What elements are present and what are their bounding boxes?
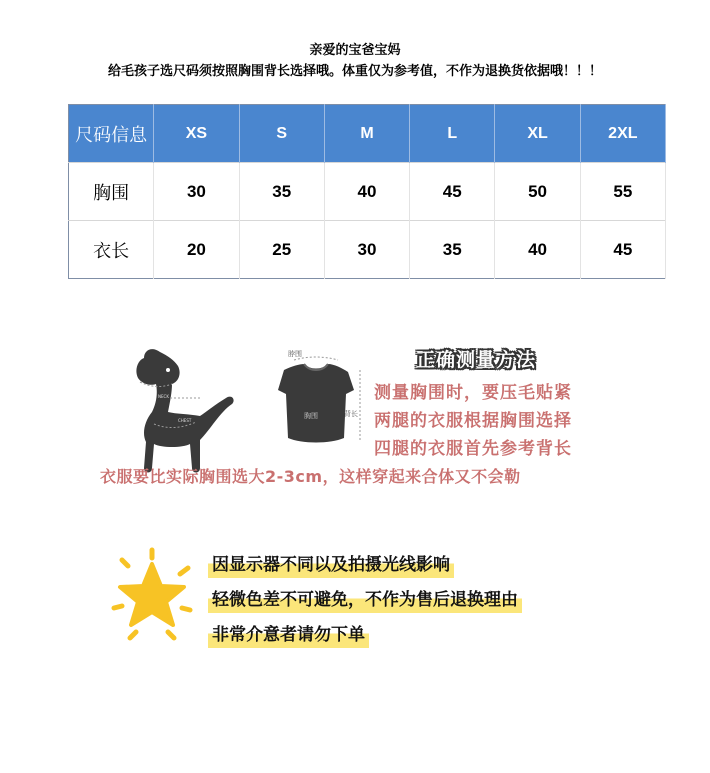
table-cell: 45 xyxy=(410,163,495,221)
intro-text xyxy=(0,42,710,82)
header-size-info: 尺码信息 xyxy=(69,105,154,163)
dog-silhouette-icon xyxy=(136,349,233,472)
size-instruction: 给毛孩子选尺码须按照胸围背长选择哦。体重仅为参考值，不作为退换货依据哦！！！ xyxy=(107,64,602,79)
measure-tip-2: 两腿的衣服根据胸围选择 xyxy=(374,411,572,431)
header-s: S xyxy=(239,105,324,163)
table-cell: 30 xyxy=(154,163,239,221)
size-table xyxy=(68,104,666,279)
greeting: 亲爱的宝爸宝妈 xyxy=(309,43,401,58)
measure-tip-3: 四腿的衣服首先参考背长 xyxy=(374,439,572,459)
dog-chest-label: CHEST xyxy=(178,418,192,423)
table-cell: 25 xyxy=(239,221,324,279)
back-label: 背长 xyxy=(344,410,358,418)
row-label-length: 衣长 xyxy=(69,221,154,279)
table-row xyxy=(69,221,666,279)
table-cell: 20 xyxy=(154,221,239,279)
chest-label: 胸围 xyxy=(304,412,318,420)
table-cell: 40 xyxy=(495,221,580,279)
table-cell: 35 xyxy=(239,163,324,221)
header-m: M xyxy=(324,105,409,163)
measure-heading: 正确测量方法 xyxy=(416,349,537,371)
disclaimer-line-2: 轻微色差不可避免，不作为售后退换理由 xyxy=(208,584,522,613)
table-cell: 30 xyxy=(324,221,409,279)
star-icon xyxy=(100,546,200,646)
size-table-header xyxy=(69,105,666,163)
shirt-icon xyxy=(278,357,360,443)
dog-length-label: LENGTH/背长 xyxy=(174,393,200,398)
neck-label: 脖围 xyxy=(288,350,302,358)
header-xs: XS xyxy=(154,105,239,163)
table-cell: 45 xyxy=(580,221,665,279)
row-label-chest: 胸围 xyxy=(69,163,154,221)
disclaimer-line-1: 因显示器不同以及拍摄光线影响 xyxy=(208,549,454,578)
measure-tip-1: 测量胸围时，要压毛贴紧 xyxy=(374,383,572,403)
dog-neck-label: NECK xyxy=(158,394,169,399)
table-cell: 40 xyxy=(324,163,409,221)
table-cell: 50 xyxy=(495,163,580,221)
table-cell: 55 xyxy=(580,163,665,221)
table-cell: 35 xyxy=(410,221,495,279)
sizing-note: 衣服要比实际胸围选大2-3cm，这样穿起来合体又不会勒 xyxy=(100,467,521,486)
header-xl: XL xyxy=(495,105,580,163)
disclaimer-line-3: 非常介意者请勿下单 xyxy=(208,619,369,648)
header-2xl: 2XL xyxy=(580,105,665,163)
header-l: L xyxy=(410,105,495,163)
table-row xyxy=(69,163,666,221)
